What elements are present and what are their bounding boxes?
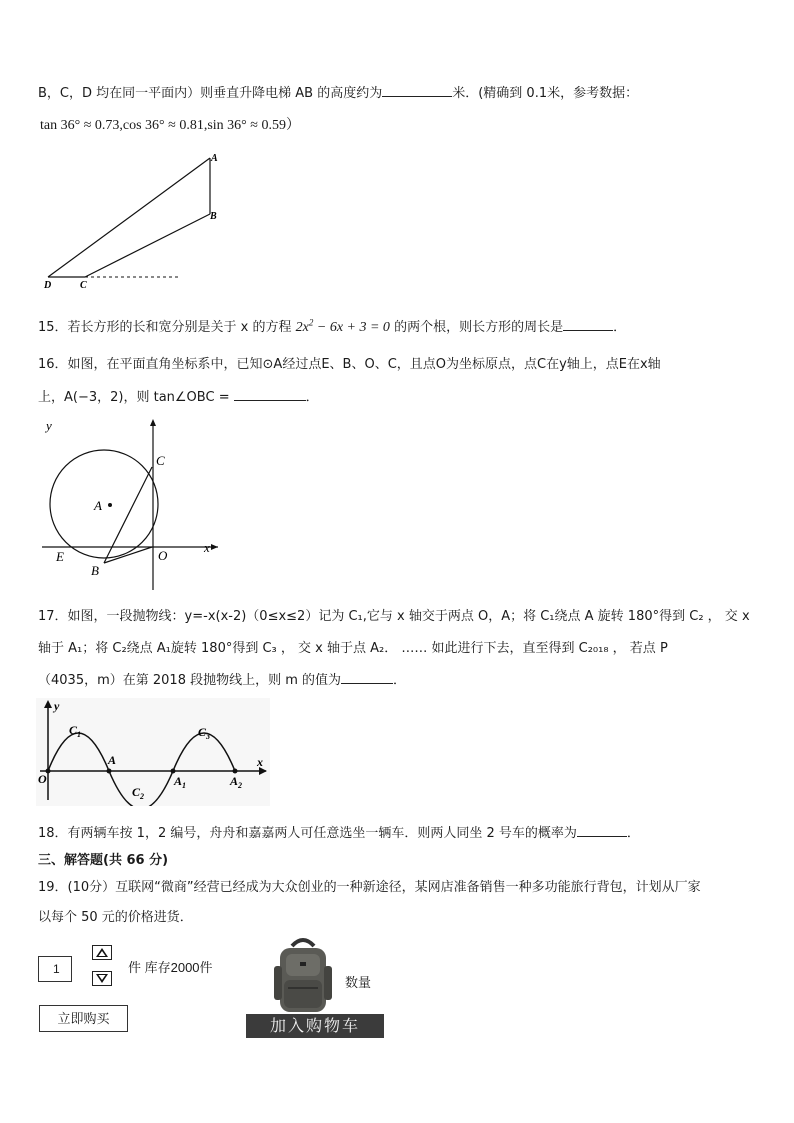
label-A2: $A_2$	[230, 774, 243, 790]
q16-line1: 16．如图，在平面直角坐标系中，已知⊙A经过点E、B、O、C，且点O为坐标原点，点C在y轴上，点E在x轴	[38, 357, 661, 372]
line-DA	[48, 158, 210, 277]
label-E: E	[56, 549, 64, 564]
center-A-dot	[108, 503, 112, 507]
q19-line2: 以每个 50 元的价格进货．	[38, 910, 193, 925]
q17-parabola-figure	[36, 698, 270, 806]
label-C: C	[156, 453, 165, 468]
label-x: x	[204, 540, 210, 555]
label-C: C	[80, 280, 87, 290]
label-B: B	[210, 211, 217, 222]
q16-end: ．	[305, 390, 319, 405]
label-D: D	[44, 280, 52, 290]
add-to-cart-button[interactable]: 加入购物车	[246, 1014, 384, 1038]
eq-part-b: − 6x + 3 = 0	[313, 320, 390, 335]
point-A	[107, 769, 112, 774]
stock-info: 件 库存2000件	[128, 960, 213, 975]
label-A: A	[108, 753, 117, 767]
y-axis-arrow	[150, 419, 156, 426]
triangle-up-icon	[93, 946, 111, 959]
quantity-increase-button[interactable]	[92, 945, 112, 960]
q15-text-post: 的两个根，则长方形的周长是	[394, 320, 564, 335]
section-title: 三、解答题(共 66 分)	[38, 853, 169, 868]
quantity-label: 数量	[345, 975, 372, 990]
q14-line1-end: 米．(精确到 0.1米，参考数据：	[452, 86, 639, 101]
x-axis-arrow	[211, 544, 218, 550]
q17-line2: 轴于 A₁；将 C₂绕点 A₁旋转 180°得到 C₃ ， 交 x 轴于点 A₂． …… 如此进行下去，直至得到 C₂₀₁₈ ， 若点 P	[38, 641, 668, 656]
q16-line2	[38, 386, 319, 405]
label-C1: $C_1$	[69, 723, 82, 739]
q15-end: ．	[613, 320, 627, 335]
line-CB	[85, 214, 210, 277]
q15-equation	[295, 317, 390, 335]
answer-blank-q17	[341, 669, 393, 684]
q17-line1: 17．如图，一段抛物线：y=-x(x-2)（0≤x≤2）记为 C₁,它与 x 轴交于两点 O，A；将 C₁绕点 A 旋转 180°得到 C₂ ， 交 x	[38, 609, 750, 624]
q16-line2-text: 上，A(−3，2)，则 tan∠OBC =	[38, 390, 230, 405]
label-y: y	[46, 418, 52, 433]
point-A1	[171, 769, 176, 774]
answer-blank-q14	[382, 82, 452, 97]
buy-now-button[interactable]: 立即购买	[39, 1005, 128, 1032]
q17-end: ．	[393, 673, 407, 688]
segment-BC	[104, 467, 152, 563]
q14-line1	[38, 82, 638, 101]
quantity-decrease-button[interactable]	[92, 971, 112, 986]
label-O: O	[158, 548, 168, 563]
q14-line1-text: B，C，D 均在同一平面内）则垂直升降电梯 AB 的高度约为	[38, 86, 383, 101]
q19-line1: 19．(10分）互联网“微商”经营已经成为大众创业的一种新途径，某网店准备销售一种多功能旅行背包，计划从厂家	[38, 880, 701, 895]
q14-elevator-figure	[40, 150, 220, 290]
q18	[38, 822, 640, 841]
q18-end: ．	[626, 826, 640, 841]
triangle-down-icon	[93, 972, 111, 985]
q15-text: 15．若长方形的长和宽分别是关于 x 的方程	[38, 320, 292, 335]
q17-line3-text: （4035，m）在第 2018 段抛物线上，则 m 的值为	[38, 673, 342, 688]
q17-line3	[38, 669, 406, 688]
q18-text: 18．有两辆车按 1，2 编号，舟舟和嘉嘉两人可任意选坐一辆车．则两人同坐 2 号车的概率为	[38, 826, 577, 841]
answer-blank-q18	[577, 822, 627, 837]
q14-reference-data: tan 36° ≈ 0.73,cos 36° ≈ 0.81,sin 36° ≈ 0.59）	[40, 118, 300, 133]
label-y: y	[54, 699, 60, 713]
q15	[38, 316, 626, 336]
label-C2: $C_2$	[132, 785, 145, 801]
label-O: O	[38, 772, 47, 786]
eq-exponent: 2	[308, 317, 314, 328]
label-x: x	[257, 755, 263, 769]
figure-background	[36, 698, 270, 806]
eq-part-a: 2x	[295, 320, 309, 335]
label-A: A	[94, 498, 102, 513]
label-B: B	[91, 563, 99, 578]
circle-A	[50, 450, 158, 558]
backpack-image	[272, 936, 334, 1016]
label-A1: $A_1$	[174, 774, 187, 790]
label-C3: $C_3$	[198, 725, 211, 741]
quantity-input[interactable]: 1	[38, 956, 72, 982]
q16-circle-figure	[40, 415, 230, 595]
answer-blank-q15	[563, 316, 613, 331]
answer-blank-q16	[234, 386, 306, 401]
label-A: A	[211, 153, 218, 164]
point-A2	[233, 769, 238, 774]
